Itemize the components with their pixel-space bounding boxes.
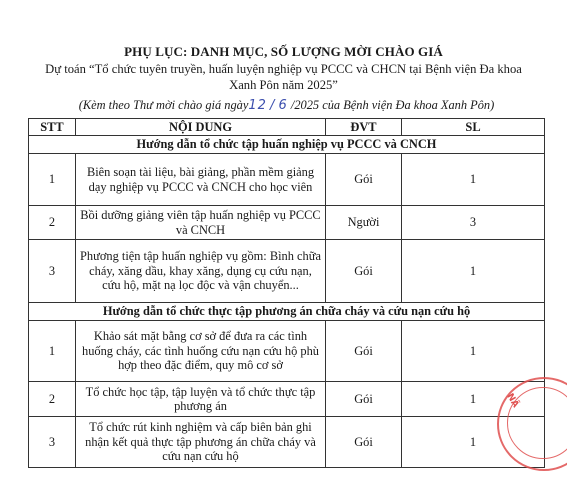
handwritten-separator: / [270, 98, 276, 113]
column-header-content: NỘI DUNG [76, 119, 326, 136]
handwritten-day: 12 [248, 98, 267, 113]
row-unit: Gói [326, 321, 402, 382]
row-content: Biên soạn tài liệu, bài giảng, phần mềm giảng dạy nghiệp vụ PCCC và CNCH cho học viên [76, 154, 326, 206]
table-row [29, 240, 545, 303]
row-content: Bồi dưỡng giảng viên tập huấn nghiệp vụ PCCC và CNCH [76, 206, 326, 240]
row-unit: Gói [326, 417, 402, 468]
section-title: Hướng dẫn tổ chức tập huấn nghiệp vụ PCCC và CNCH [29, 136, 545, 154]
column-header-quantity: SL [402, 119, 545, 136]
row-quantity: 1 [402, 417, 545, 468]
attachment-suffix: /2025 của Bệnh viện Đa khoa Xanh Pôn) [290, 98, 495, 112]
attachment-note [14, 98, 559, 113]
row-unit: Gói [326, 240, 402, 303]
row-quantity: 1 [402, 382, 545, 417]
page-title: PHỤ LỤC: DANH MỤC, SỐ LƯỢNG MỜI CHÀO GIÁ [124, 44, 443, 59]
handwritten-month: 6 [278, 98, 288, 113]
document-subtitle: Dự toán “Tổ chức tuyên truyền, huấn luyện nghiệp vụ PCCC và CHCN tại Bệnh viện Đa khoa Xanh Pôn năm 2025” [45, 62, 522, 92]
attachment-prefix: (Kèm theo Thư mời chào giá ngày [78, 98, 249, 112]
section-row [29, 136, 545, 154]
column-header-unit: ĐVT [326, 119, 402, 136]
row-unit: Gói [326, 382, 402, 417]
section-title: Hướng dẫn tổ chức thực tập phương án chữa cháy và cứu nạn cứu hộ [29, 303, 545, 321]
seal-text: NÃ [504, 392, 521, 410]
row-content: Khảo sát mặt bằng cơ sở để đưa ra các tình huống cháy, các tình huống cứu nạn cứu hộ phù hợp theo đặc điểm, quy mô cơ sở [76, 321, 326, 382]
row-quantity: 3 [402, 206, 545, 240]
row-content: Tổ chức học tập, tập luyện và tổ chức thực tập phương án [76, 382, 326, 417]
quotation-table [28, 118, 545, 468]
section-row [29, 303, 545, 321]
row-stt: 3 [29, 240, 76, 303]
column-header-stt: STT [29, 119, 76, 136]
table-row [29, 206, 545, 240]
row-unit: Người [326, 206, 402, 240]
row-content: Phương tiện tập huấn nghiệp vụ gồm: Bình chữa cháy, xăng dầu, khay xăng, dụng cụ cứu nạn, cứu hộ, mặt nạ lọc độc và vận chuyển... [76, 240, 326, 303]
row-stt: 1 [29, 321, 76, 382]
row-stt: 2 [29, 382, 76, 417]
row-content: Tổ chức rút kinh nghiệm và cấp biên bản ghi nhận kết quả thực tập phương án chữa cháy và cứu nạn cứu hộ [76, 417, 326, 468]
row-unit: Gói [326, 154, 402, 206]
row-stt: 2 [29, 206, 76, 240]
row-quantity: 1 [402, 240, 545, 303]
table-row [29, 417, 545, 468]
table-header-row [29, 119, 545, 136]
table-row [29, 382, 545, 417]
row-quantity: 1 [402, 321, 545, 382]
row-stt: 3 [29, 417, 76, 468]
row-stt: 1 [29, 154, 76, 206]
table-row [29, 154, 545, 206]
table-row [29, 321, 545, 382]
row-quantity: 1 [402, 154, 545, 206]
